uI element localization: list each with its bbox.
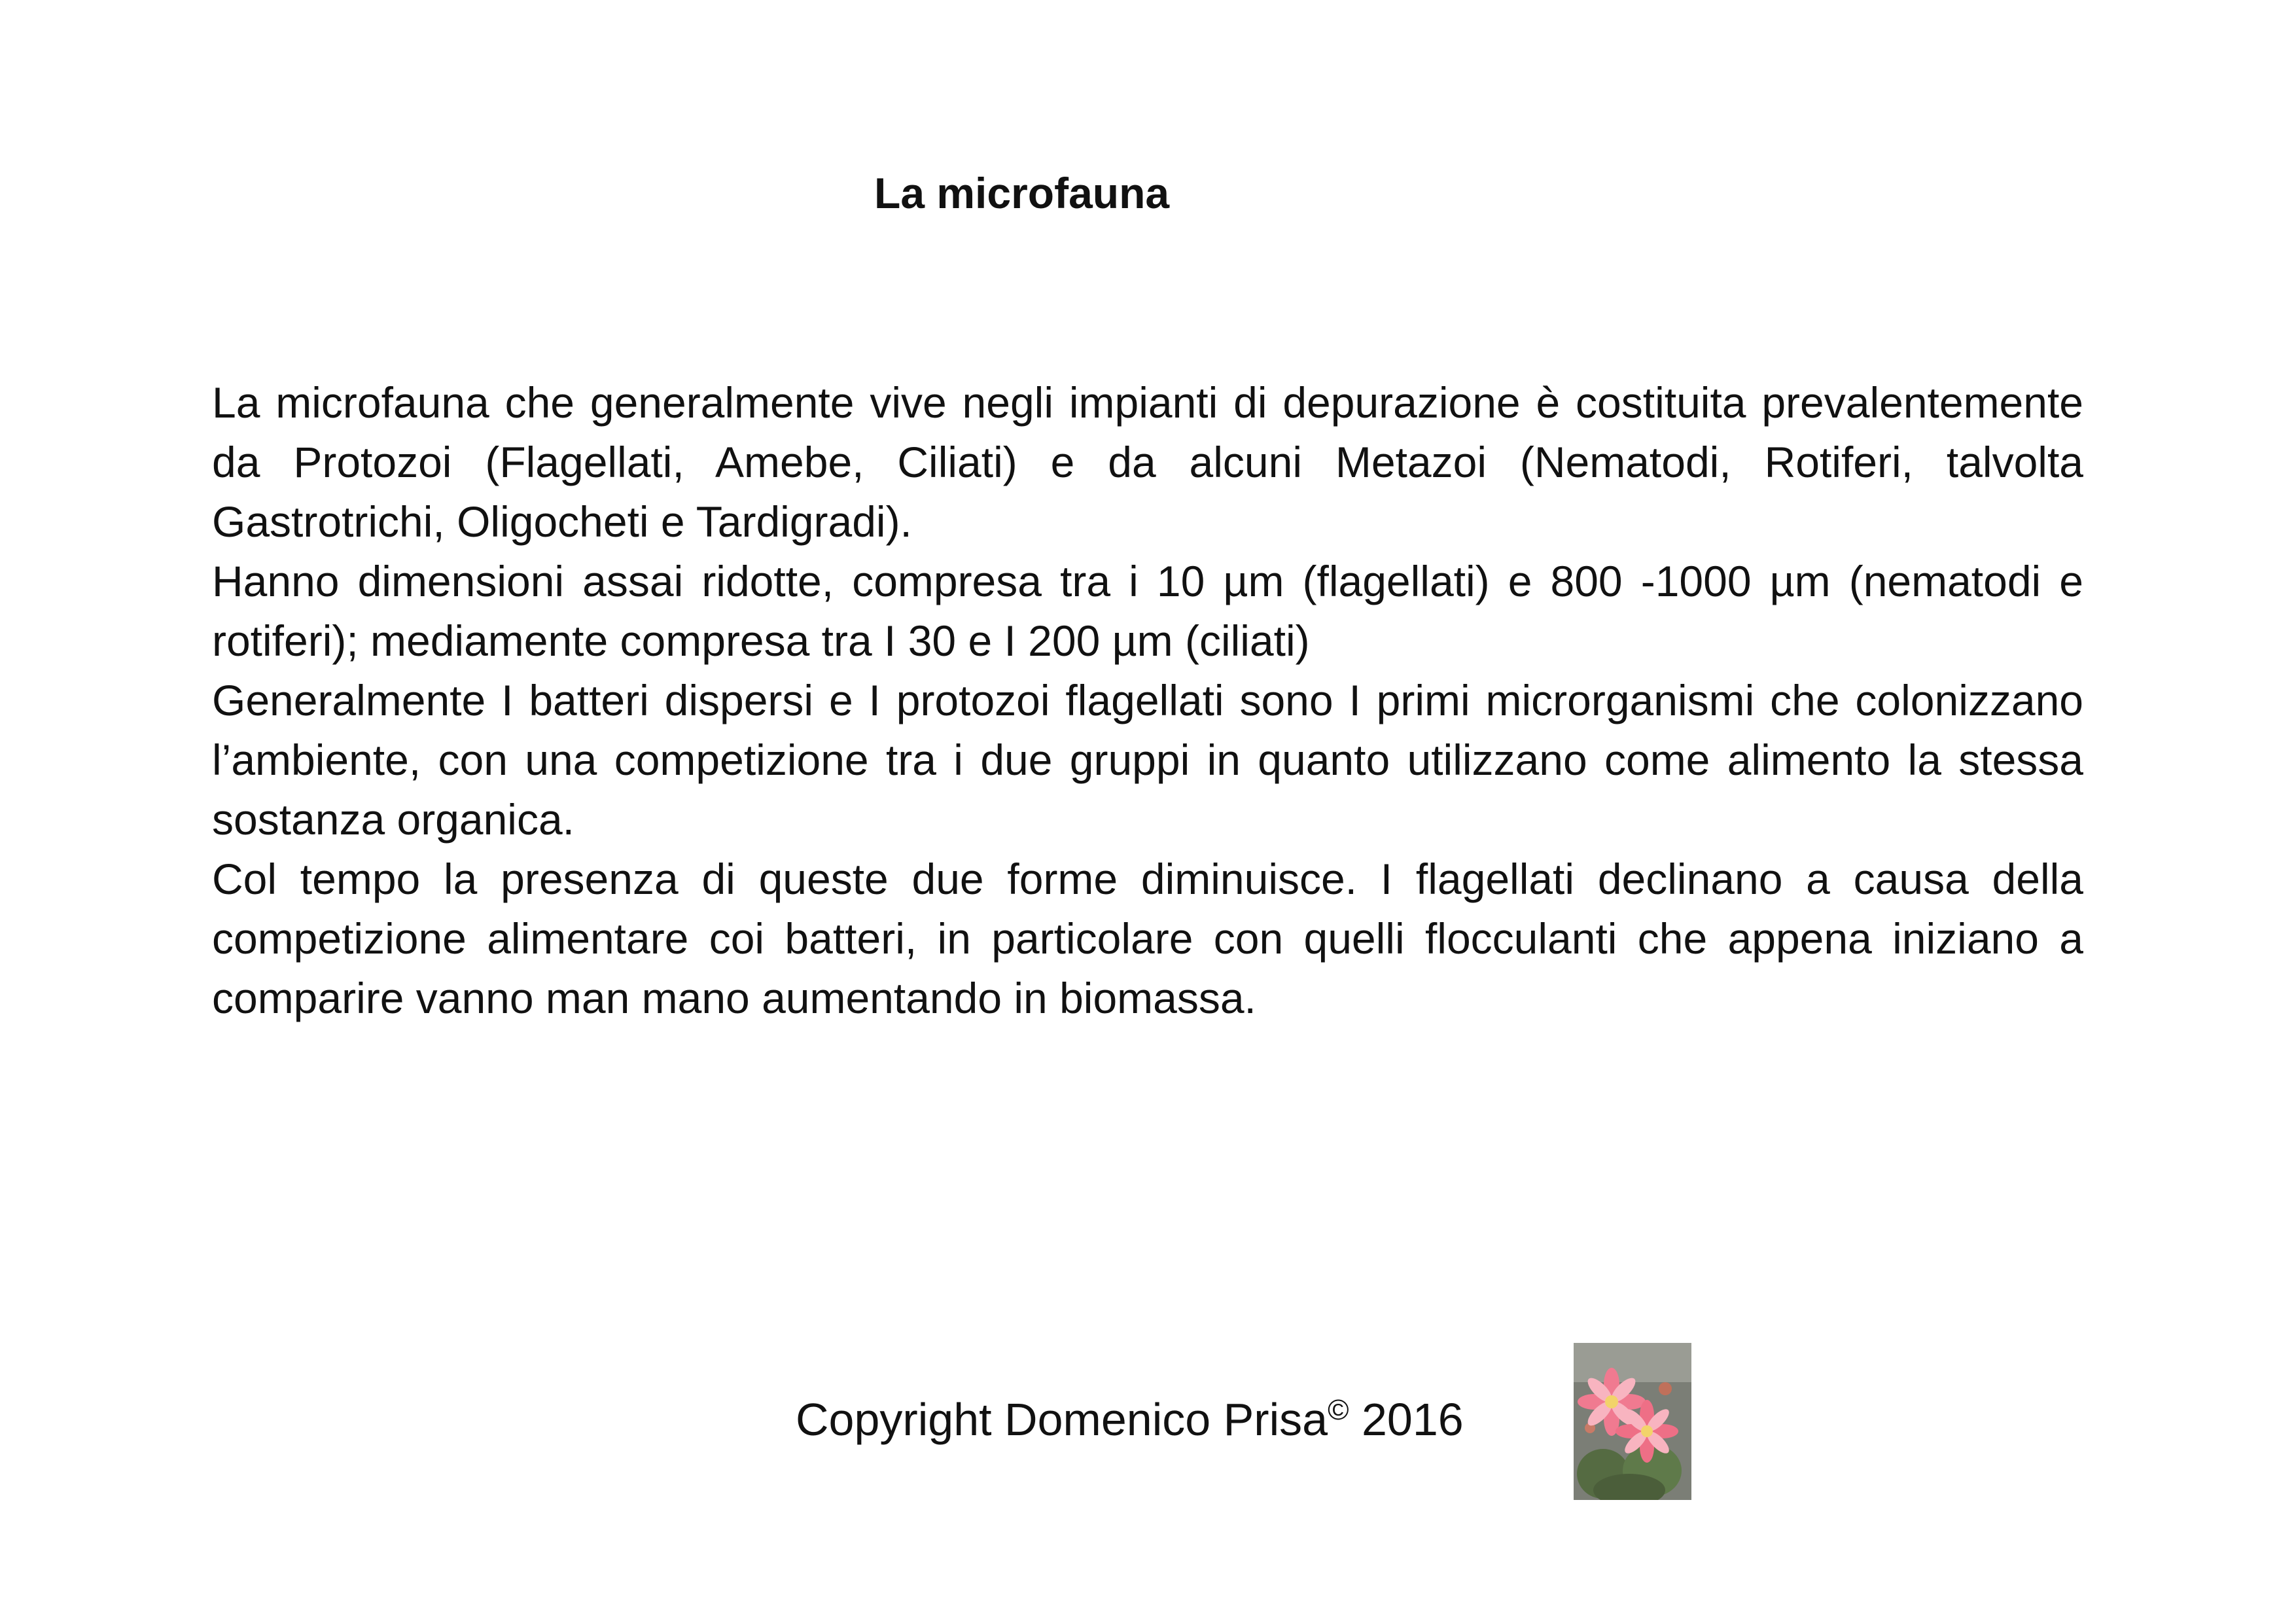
paragraph-3: Generalmente I batteri dispersi e I protozoi flagellati sono I primi microrganismi che colonizzano l’ambiente, con una competizione tra i due gruppi in quanto utilizzano come alimento la stessa sostanza organica. xyxy=(212,676,2083,844)
paragraph-1: La microfauna che generalmente vive negli impianti di depurazione è costituita prevalentemente da Protozoi (Flagellati, Amebe, Ciliati) e da alcuni Metazoi (Nematodi, Rotiferi, talvolta Gastrotrichi, Oligocheti e Tardigradi). xyxy=(212,378,2083,546)
copyright-symbol: © xyxy=(1328,1394,1349,1426)
copyright-year: 2016 xyxy=(1361,1394,1464,1445)
paragraph-2: Hanno dimensioni assai ridotte, compresa tra i 10 µm (flagellati) e 800 -1000 µm (nematodi e rotiferi); mediamente compresa tra I 30 e I 200 µm (ciliati) xyxy=(212,557,2083,665)
cactus-flower-icon xyxy=(1574,1343,1691,1500)
page-title: La microfauna xyxy=(874,169,1170,217)
cactus-flower-photo xyxy=(1574,1343,1691,1500)
copyright-text: Copyright Domenico Prisa xyxy=(796,1394,1328,1445)
copyright-footer xyxy=(796,1381,1464,1449)
paragraph-4: Col tempo la presenza di queste due forme diminuisce. I flagellati declinano a causa della competizione alimentare coi batteri, in particolare con quelli flocculanti che appena iniziano a comparire vanno man mano aumentando in biomassa. xyxy=(212,855,2083,1022)
body-text xyxy=(212,373,2083,1028)
